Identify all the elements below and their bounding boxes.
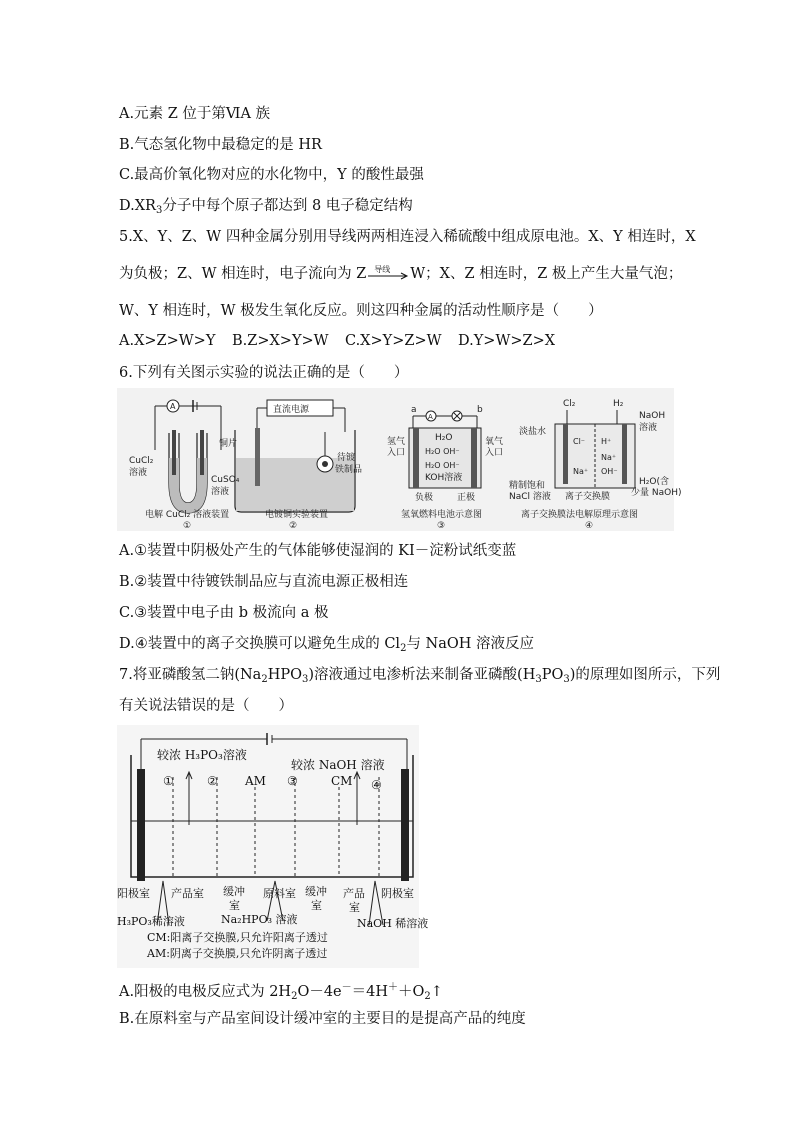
svg-text:CM:阳离子交换膜,只允许阳离子透过: CM:阳离子交换膜,只允许阳离子透过 xyxy=(147,931,328,944)
svg-text:NaOH 稀溶液: NaOH 稀溶液 xyxy=(357,917,429,930)
svg-text:入口: 入口 xyxy=(387,448,406,458)
svg-text:铁制品: 铁制品 xyxy=(335,465,363,475)
svg-text:④: ④ xyxy=(585,521,594,531)
svg-text:A: A xyxy=(170,402,176,411)
svg-text:a: a xyxy=(411,405,417,415)
svg-text:室: 室 xyxy=(311,899,322,912)
svg-text:②: ② xyxy=(289,521,298,531)
svg-text:铜片: 铜片 xyxy=(219,439,238,449)
svg-text:H₂: H₂ xyxy=(613,399,624,409)
svg-text:b: b xyxy=(477,405,483,415)
svg-text:AM: AM xyxy=(245,774,266,788)
svg-text:较浓 NaOH 溶液: 较浓 NaOH 溶液 xyxy=(291,758,385,772)
q7-option-b: B.在原料室与产品室间设计缓冲室的主要目的是提高产品的纯度 xyxy=(119,1011,526,1027)
svg-text:CuSO₄: CuSO₄ xyxy=(211,475,240,485)
svg-text:Na₂HPO₃ 溶液: Na₂HPO₃ 溶液 xyxy=(221,913,298,926)
svg-text:阴极室: 阴极室 xyxy=(381,887,414,900)
svg-text:KOH溶液: KOH溶液 xyxy=(425,473,463,483)
svg-text:原料室: 原料室 xyxy=(263,887,296,900)
svg-text:OH⁻: OH⁻ xyxy=(601,467,618,476)
svg-text:室: 室 xyxy=(349,901,360,914)
svg-text:①: ① xyxy=(163,774,174,788)
svg-text:H₂O(含: H₂O(含 xyxy=(639,477,669,487)
svg-text:室: 室 xyxy=(229,899,240,912)
q6-option-a: A.①装置中阴极处产生的气体能够使湿润的 KI－淀粉试纸变蓝 xyxy=(119,543,517,559)
svg-text:Cl⁻: Cl⁻ xyxy=(573,437,586,446)
q7-stem-line2: 有关说法错误的是（ ） xyxy=(119,698,293,714)
svg-text:负极: 负极 xyxy=(415,493,434,503)
svg-text:缓冲: 缓冲 xyxy=(223,885,245,898)
svg-text:H₃PO₃稀溶液: H₃PO₃稀溶液 xyxy=(117,915,185,928)
q5-option-a: A.X>Z>W>Y xyxy=(119,333,216,349)
svg-text:H₂O OH⁻: H₂O OH⁻ xyxy=(425,447,460,456)
svg-text:④: ④ xyxy=(371,778,382,792)
svg-text:CuCl₂: CuCl₂ xyxy=(129,456,154,466)
svg-text:产品: 产品 xyxy=(343,887,365,900)
svg-text:氢气: 氢气 xyxy=(387,437,406,447)
svg-text:正极: 正极 xyxy=(457,493,476,503)
svg-text:离子交换膜法电解原理示意图: 离子交换膜法电解原理示意图 xyxy=(521,510,639,520)
svg-text:H₂O OH⁻: H₂O OH⁻ xyxy=(425,461,460,470)
svg-text:氢氧燃料电池示意图: 氢氧燃料电池示意图 xyxy=(401,510,483,520)
q4-option-c: C.最高价氧化物对应的水化物中，Y 的酸性最强 xyxy=(119,167,424,183)
q6-option-d: D.④装置中的离子交换膜可以避免生成的 $Cl_2$与 NaOH 溶液反应 xyxy=(119,636,535,654)
q6-option-c: C.③装置中电子由 b 极流向 a 极 xyxy=(119,605,329,621)
q7-figure xyxy=(117,725,429,968)
q6-option-b: B.②装置中待镀铁制品应与直流电源正极相连 xyxy=(119,574,409,590)
svg-text:入口: 入口 xyxy=(485,448,504,458)
svg-text:Cl₂: Cl₂ xyxy=(563,399,576,409)
q5-option-c: C.X>Y>Z>W xyxy=(345,333,442,349)
q4-option-a: A.元素 Z 位于第ⅥA 族 xyxy=(119,106,271,122)
q5-option-b: B.Z>X>Y>W xyxy=(232,333,329,349)
svg-text:氧气: 氧气 xyxy=(485,437,504,447)
svg-text:淡盐水: 淡盐水 xyxy=(519,427,547,437)
q6-figure xyxy=(117,388,682,531)
q5-options xyxy=(119,332,555,350)
svg-text:阳极室: 阳极室 xyxy=(117,887,150,900)
svg-text:精制饱和: 精制饱和 xyxy=(509,481,546,491)
svg-text:H⁺: H⁺ xyxy=(601,437,612,446)
svg-text:电镀铜实验装置: 电镀铜实验装置 xyxy=(265,510,329,520)
svg-text:NaCl 溶液: NaCl 溶液 xyxy=(509,492,551,502)
q5-stem-line2: 为负极；Z、W 相连时，电子流向为 Z 导线 W；X、Z 相连时，Z 极上产生大量气泡； xyxy=(119,265,683,282)
svg-text:待镀: 待镀 xyxy=(337,453,356,463)
svg-text:溶液: 溶液 xyxy=(639,423,658,433)
q4-option-b: B.气态氢化物中最稳定的是 HR xyxy=(119,137,322,153)
svg-text:直流电源: 直流电源 xyxy=(273,405,310,415)
svg-text:溶液: 溶液 xyxy=(211,487,230,497)
electron-flow-arrow: 导线 xyxy=(366,267,410,281)
svg-text:H₂O: H₂O xyxy=(435,433,453,443)
svg-text:AM:阴离子交换膜,只允许阴离子透过: AM:阴离子交换膜,只允许阴离子透过 xyxy=(147,947,328,960)
svg-text:较浓 H₃PO₃溶液: 较浓 H₃PO₃溶液 xyxy=(157,748,247,762)
svg-text:②: ② xyxy=(207,774,218,788)
svg-text:产品室: 产品室 xyxy=(171,887,204,900)
svg-text:溶液: 溶液 xyxy=(129,468,148,478)
svg-text:Na⁺: Na⁺ xyxy=(573,467,589,476)
svg-text:③: ③ xyxy=(287,774,298,788)
svg-text:离子交换膜: 离子交换膜 xyxy=(565,492,611,502)
q5-stem-line3: W、Y 相连时，W 极发生氧化反应。则这四种金属的活动性顺序是（ ） xyxy=(119,303,603,319)
svg-text:CM: CM xyxy=(331,774,353,788)
svg-text:缓冲: 缓冲 xyxy=(305,885,327,898)
q7-option-a: A.阳极的电极反应式为 $2H_2O-4e^-=4H^++O_2↑$ xyxy=(119,982,443,1002)
svg-text:Na⁺: Na⁺ xyxy=(601,453,617,462)
q5-option-d: D.Y>W>Z>X xyxy=(458,333,556,349)
q7-stem-line1: 7.将亚磷酸氢二钠$(Na_2HPO_3)$溶液通过电渗析法来制备亚磷酸$(H_3PO_3)$的原理如图所示，下列 xyxy=(119,667,721,685)
q4-option-d: $D.XR_3$分子中每个原子都达到 8 电子稳定结构 xyxy=(119,198,413,216)
svg-text:电解 CuCl₂ 溶液装置: 电解 CuCl₂ 溶液装置 xyxy=(145,510,230,520)
svg-text:A: A xyxy=(428,413,433,421)
svg-text:①: ① xyxy=(183,521,192,531)
svg-text:③: ③ xyxy=(437,521,446,531)
svg-text:少量 NaOH): 少量 NaOH) xyxy=(631,488,682,498)
q5-stem-line1: 5.X、Y、Z、W 四种金属分别用导线两两相连浸入稀硫酸中组成原电池。X、Y 相连时，X xyxy=(119,229,696,245)
q6-stem: 6.下列有关图示实验的说法正确的是（ ） xyxy=(119,365,409,381)
svg-text:NaOH: NaOH xyxy=(639,411,666,421)
